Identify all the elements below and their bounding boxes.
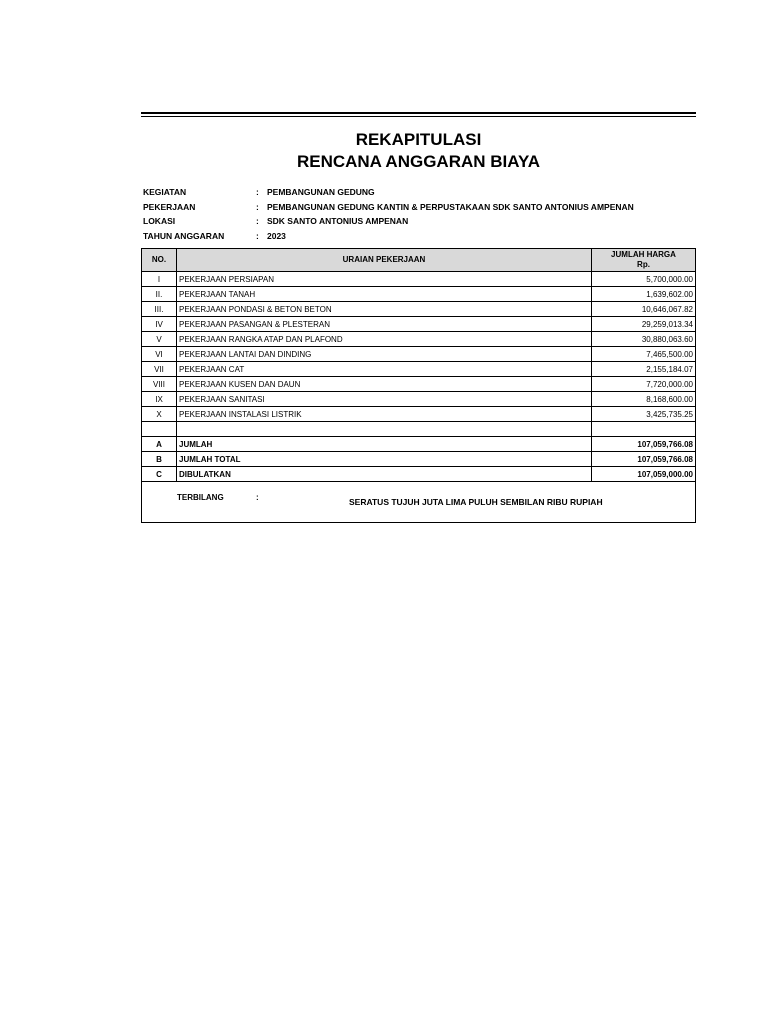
row-description: PEKERJAAN KUSEN DAN DAUN [177,377,592,392]
row-no: C [142,467,177,482]
info-row-tahun-anggaran [141,229,696,244]
row-amount: 30,880,063.60 [592,332,696,347]
info-colon: : [256,230,259,241]
row-amount: 5,700,000.00 [592,272,696,287]
row-description: PEKERJAAN SANITASI [177,392,592,407]
row-description: PEKERJAAN INSTALASI LISTRIK [177,407,592,422]
table-row [142,362,696,377]
terbilang-cell [142,482,696,523]
top-rule-thick [141,112,696,114]
row-description: PEKERJAAN PONDASI & BETON BETON [177,302,592,317]
table-row [142,347,696,362]
info-label: PEKERJAAN [143,201,196,212]
info-value: PEMBANGUNAN GEDUNG KANTIN & PERPUSTAKAAN SDK SANTO ANTONIUS AMPENAN [267,201,634,212]
spacer-row [142,422,696,437]
top-rule-thin [141,116,696,117]
info-colon: : [256,201,259,212]
row-no: B [142,452,177,467]
table-row [142,272,696,287]
row-description: PEKERJAAN PERSIAPAN [177,272,592,287]
row-no: A [142,437,177,452]
row-no: V [142,332,177,347]
terbilang-colon: : [256,493,259,502]
info-row-kegiatan [141,185,696,200]
row-no: I [142,272,177,287]
table-row [142,317,696,332]
header-description: URAIAN PEKERJAAN [177,249,592,272]
row-description: PEKERJAAN LANTAI DAN DINDING [177,347,592,362]
row-no: IV [142,317,177,332]
info-colon: : [256,216,259,227]
row-amount: 29,259,013.34 [592,317,696,332]
row-no: VI [142,347,177,362]
table-header-row [142,249,696,272]
row-amount: 1,639,602.00 [592,287,696,302]
row-amount: 7,720,000.00 [592,377,696,392]
row-description: PEKERJAAN RANGKA ATAP DAN PLAFOND [177,332,592,347]
row-no: IX [142,392,177,407]
header-no: NO. [142,249,177,272]
table-row [142,332,696,347]
header-amount [592,249,696,272]
cost-summary-table [141,248,696,523]
info-value: PEMBANGUNAN GEDUNG [267,187,375,198]
document [141,112,696,523]
table-row [142,287,696,302]
table-row [142,302,696,317]
row-amount: 2,155,184.07 [592,362,696,377]
row-description: JUMLAH [177,437,592,452]
row-amount: 107,059,766.08 [592,452,696,467]
table-row [142,377,696,392]
info-colon: : [256,187,259,198]
total-row-jumlah [142,437,696,452]
header-amount-line1: JUMLAH HARGA [611,250,676,259]
row-description: JUMLAH TOTAL [177,452,592,467]
row-no: X [142,407,177,422]
header-amount-line2: Rp. [637,260,650,269]
document-subtitle: RENCANA ANGGARAN BIAYA [296,152,541,171]
terbilang-label: TERBILANG [177,493,224,502]
info-row-pekerjaan [141,200,696,215]
terbilang-row [142,482,696,523]
row-amount: 107,059,000.00 [592,467,696,482]
row-amount: 10,646,067.82 [592,302,696,317]
row-no: III. [142,302,177,317]
row-amount: 3,425,735.25 [592,407,696,422]
row-amount: 107,059,766.08 [592,437,696,452]
info-value: 2023 [267,230,286,241]
info-label: KEGIATAN [143,187,187,198]
row-no: II. [142,287,177,302]
total-row-jumlah-total [142,452,696,467]
row-no: VIII [142,377,177,392]
table-row [142,407,696,422]
row-amount: 7,465,500.00 [592,347,696,362]
terbilang-value: SERATUS TUJUH JUTA LIMA PULUH SEMBILAN RIBU RUPIAH [349,497,603,507]
info-label: LOKASI [143,216,176,227]
row-description: PEKERJAAN CAT [177,362,592,377]
table-row [142,392,696,407]
info-label: TAHUN ANGGARAN [143,230,225,241]
project-info [141,185,696,243]
total-row-dibulatkan [142,467,696,482]
row-description: PEKERJAAN TANAH [177,287,592,302]
row-description: DIBULATKAN [177,467,592,482]
row-no: VII [142,362,177,377]
info-value: SDK SANTO ANTONIUS AMPENAN [267,216,409,227]
document-title: REKAPITULASI [355,130,482,149]
row-description: PEKERJAAN PASANGAN & PLESTERAN [177,317,592,332]
info-row-lokasi [141,214,696,229]
row-amount: 8,168,600.00 [592,392,696,407]
